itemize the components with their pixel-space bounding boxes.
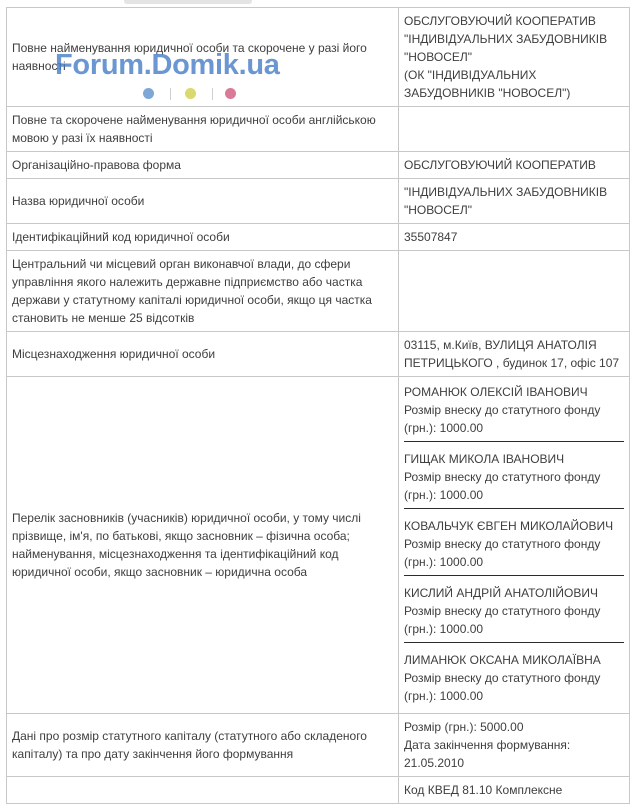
founder-item — [404, 649, 624, 709]
field-label: Повне найменування юридичної особи та скорочене у разі його наявності — [7, 8, 399, 107]
value-line: Розмір внеску до статутного фонду — [404, 604, 601, 618]
top-scroll-tab — [124, 0, 252, 4]
table-row-founders — [7, 377, 630, 714]
value-line: Розмір внеску до статутного фонду — [404, 470, 601, 484]
field-label: Перелік засновників (учасників) юридичної особи, у тому числі прізвище, ім'я, по батькові, якщо засновник – фізична особа; найменування, місцезнаходження та ідентифікаційний код юридичної особи, якщо засновник – юридична особа — [7, 377, 399, 714]
value-line: КОВАЛЬЧУК ЄВГЕН МИКОЛАЙОВИЧ — [404, 519, 614, 533]
table-row — [7, 107, 630, 152]
field-value — [399, 152, 630, 179]
watermark-logo: Forum.Domik.ua — [55, 49, 280, 81]
founder-item — [404, 515, 624, 576]
value-line: ПЕТРИЦЬКОГО , будинок 17, офіс 107 — [404, 356, 620, 370]
value-line: РОМАНЮК ОЛЕКСІЙ ІВАНОВИЧ — [404, 385, 588, 399]
value-line: Дата закінчення формування: — [404, 738, 571, 752]
field-label: Організаційно-правова форма — [7, 152, 399, 179]
registry-table — [6, 7, 630, 804]
value-line: "НОВОСЕЛ" — [404, 50, 473, 64]
field-label: Назва юридичної особи — [7, 179, 399, 224]
field-label: Ідентифікаційний код юридичної особи — [7, 224, 399, 251]
field-label: Дані про розмір статутного капіталу (статутного або складеного капіталу) та про дату закінчення його формування — [7, 714, 399, 777]
field-value — [399, 107, 630, 152]
founder-item — [404, 582, 624, 643]
value-line: Розмір внеску до статутного фонду — [404, 671, 601, 685]
field-value — [399, 224, 630, 251]
value-line: Розмір (грн.): 5000.00 — [404, 720, 524, 734]
value-line: (грн.): 1000.00 — [404, 555, 484, 569]
field-value — [399, 251, 630, 332]
table-row — [7, 224, 630, 251]
value-line: (грн.): 1000.00 — [404, 689, 484, 703]
field-label: Центральний чи місцевий орган виконавчої влади, до сфери управління якого належить державне підприємство або частка держави у статутному капіталі юридичної особи, якщо ця частка становить не менше 25 відсотків — [7, 251, 399, 332]
field-label: Повне та скорочене найменування юридичної особи англійською мовою у разі їх наявності — [7, 107, 399, 152]
value-line: Розмір внеску до статутного фонду — [404, 537, 601, 551]
value-line: ЛИМАНЮК ОКСАНА МИКОЛАЇВНА — [404, 653, 601, 667]
value-line: (ОК "ІНДИВІДУАЛЬНИХ — [404, 68, 537, 82]
value-line: (грн.): 1000.00 — [404, 488, 484, 502]
value-line: ОБСЛУГОВУЮЧИЙ КООПЕРАТИВ — [404, 158, 596, 172]
value-line: Розмір внеску до статутного фонду — [404, 403, 601, 417]
value-line: 03115, м.Київ, ВУЛИЦЯ АНАТОЛІЯ — [404, 338, 597, 352]
table-row — [7, 251, 630, 332]
field-value — [399, 332, 630, 377]
value-line: "НОВОСЕЛ" — [404, 203, 473, 217]
field-label: Місцезнаходження юридичної особи — [7, 332, 399, 377]
field-value — [399, 179, 630, 224]
table-row — [7, 332, 630, 377]
field-value — [399, 8, 630, 107]
table-row — [7, 152, 630, 179]
value-line: ОБСЛУГОВУЮЧИЙ КООПЕРАТИВ — [404, 14, 596, 28]
value-line: ЗАБУДОВНИКІВ "НОВОСЕЛ") — [404, 86, 571, 100]
table-row — [7, 8, 630, 107]
value-line: 21.05.2010 — [404, 756, 465, 770]
value-line: (грн.): 1000.00 — [404, 622, 484, 636]
founder-item — [404, 381, 624, 442]
value-line: КИСЛИЙ АНДРІЙ АНАТОЛІЙОВИЧ — [404, 586, 598, 600]
value-line: "ІНДИВІДУАЛЬНИХ ЗАБУДОВНИКІВ — [404, 32, 608, 46]
value-line: Код КВЕД 81.10 Комплексне — [404, 783, 563, 797]
value-line: "ІНДИВІДУАЛЬНИХ ЗАБУДОВНИКІВ — [404, 185, 608, 199]
table-row — [7, 714, 630, 777]
value-line: ГИЩАК МИКОЛА ІВАНОВИЧ — [404, 452, 565, 466]
value-line: 35507847 — [404, 230, 458, 244]
field-value — [399, 714, 630, 777]
founder-item — [404, 448, 624, 509]
founders-list — [399, 377, 630, 714]
table-row — [7, 179, 630, 224]
value-line: (грн.): 1000.00 — [404, 421, 484, 435]
